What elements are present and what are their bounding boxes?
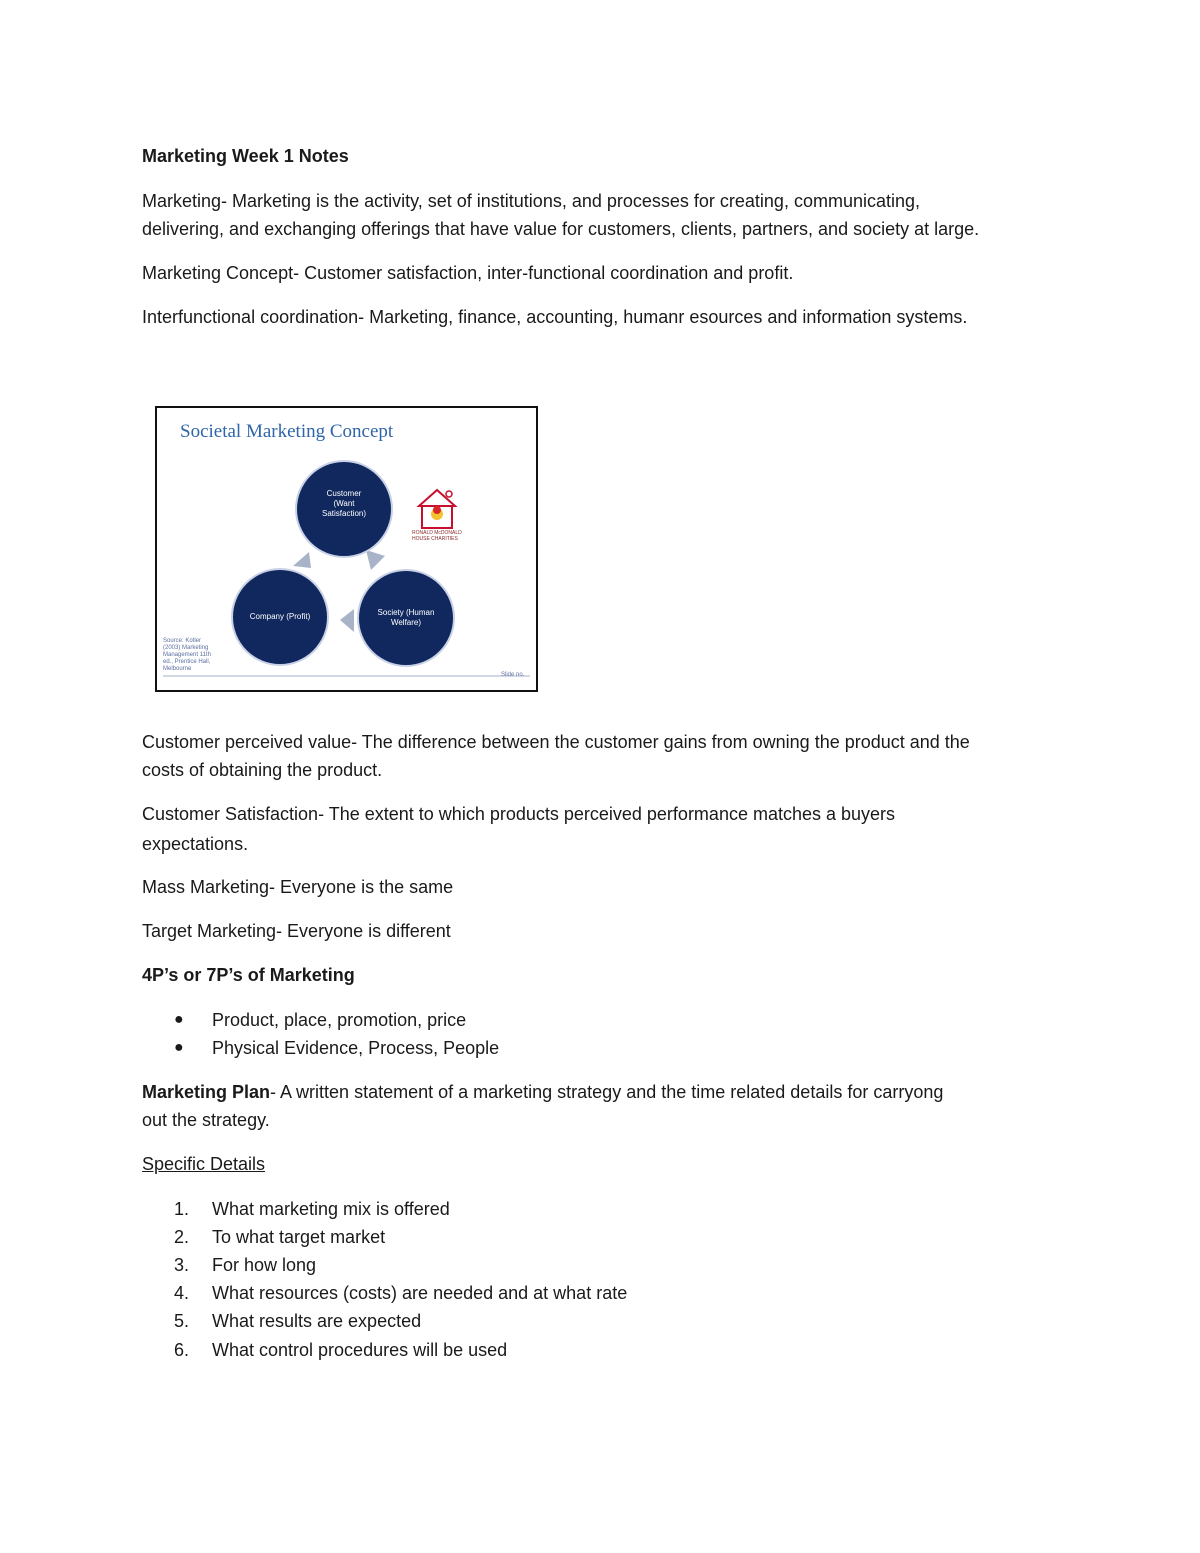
arrow-company-to-customer <box>293 552 311 568</box>
definition-marketing-line-1: Marketing- Marketing is the activity, set of institutions, and processes for creating, communicating, <box>142 191 920 211</box>
citation-line-5: Melbourne <box>163 666 192 672</box>
list-item: What results are expected <box>212 1311 422 1331</box>
definition-marketing-line-2: delivering, and exchanging offerings that have value for customers, clients, partners, and society at large. <box>142 219 980 239</box>
marketing-plan-term: Marketing Plan <box>142 1082 271 1102</box>
marketing-plan-definition: - A written statement of a marketing strategy and the time related details for carryong <box>270 1082 944 1102</box>
bullet-marker: ● <box>174 1011 184 1028</box>
list-item-number: 3. <box>174 1255 190 1275</box>
definition-target-marketing: Target Marketing- Everyone is different <box>142 921 451 941</box>
list-item: To what target market <box>212 1227 386 1247</box>
list-item: What control procedures will be used <box>212 1340 508 1360</box>
company-circle-label <box>232 612 328 622</box>
bullet-marker: ● <box>174 1039 184 1056</box>
definition-perceived-value-line-1: Customer perceived value- The difference between the customer gains from owning the product and the <box>142 732 970 752</box>
customer-circle-label <box>296 489 392 519</box>
list-item-number: 6. <box>174 1340 190 1360</box>
bullet-item-physical-evidence: Physical Evidence, Process, People <box>212 1038 500 1058</box>
list-item-number: 1. <box>174 1199 190 1219</box>
definition-satisfaction-line-2: expectations. <box>142 834 249 854</box>
figure-citation <box>163 638 211 673</box>
logo-caption <box>412 530 462 542</box>
figure-title: Societal Marketing Concept <box>180 421 394 442</box>
citation-line-1: Source: Kotler <box>163 638 202 644</box>
citation-line-4: ed., Prentice Hall, <box>163 659 211 665</box>
list-item: For how long <box>212 1255 317 1275</box>
list-item-number: 2. <box>174 1227 190 1247</box>
specific-details-heading: Specific Details <box>142 1154 266 1174</box>
societal-marketing-concept-figure <box>155 406 538 692</box>
definition-marketing-concept: Marketing Concept- Customer satisfaction, inter-functional coordination and profit. <box>142 263 794 283</box>
document-title: Marketing Week 1 Notes <box>142 146 349 166</box>
citation-line-3: Management 11th <box>163 652 211 658</box>
company-label-line-1: Company (Profit) <box>249 612 311 621</box>
list-item: What resources (costs) are needed and at what rate <box>212 1283 628 1303</box>
slide-number-label: Slide no. <box>501 672 525 678</box>
customer-label-line-1: Customer <box>326 489 362 498</box>
arrow-customer-to-society <box>366 550 385 570</box>
definition-interfunctional-coordination: Interfunctional coordination- Marketing, finance, accounting, humanr esources and information systems. <box>142 307 968 327</box>
society-label-line-1: Society (Human <box>377 608 435 617</box>
bullet-item-product: Product, place, promotion, price <box>212 1010 467 1030</box>
marketing-plan-line-1 <box>142 1081 943 1103</box>
customer-label-line-2: (Want <box>333 499 355 508</box>
logo-caption-line-1: RONALD McDONALD <box>412 530 462 536</box>
definition-satisfaction-line-1: Customer Satisfaction- The extent to which products perceived performance matches a buyers <box>142 804 896 824</box>
definition-perceived-value-line-2: costs of obtaining the product. <box>142 760 383 780</box>
society-circle-label <box>358 608 454 628</box>
definition-mass-marketing: Mass Marketing- Everyone is the same <box>142 877 454 897</box>
customer-label-line-3: Satisfaction) <box>321 509 367 518</box>
section-heading-4ps: 4P’s or 7P’s of Marketing <box>142 965 355 985</box>
cycle-diagram <box>157 408 536 690</box>
arrow-society-to-company <box>340 609 354 632</box>
citation-line-2: (2003) Marketing <box>163 645 209 651</box>
charity-logo <box>419 490 455 528</box>
marketing-plan-line-2: out the strategy. <box>142 1110 270 1130</box>
list-item-number: 4. <box>174 1283 190 1303</box>
list-item: What marketing mix is offered <box>212 1199 450 1219</box>
list-item-number: 5. <box>174 1311 190 1331</box>
society-label-line-2: Welfare) <box>390 618 422 627</box>
logo-caption-line-2: HOUSE CHARITIES <box>412 536 458 542</box>
